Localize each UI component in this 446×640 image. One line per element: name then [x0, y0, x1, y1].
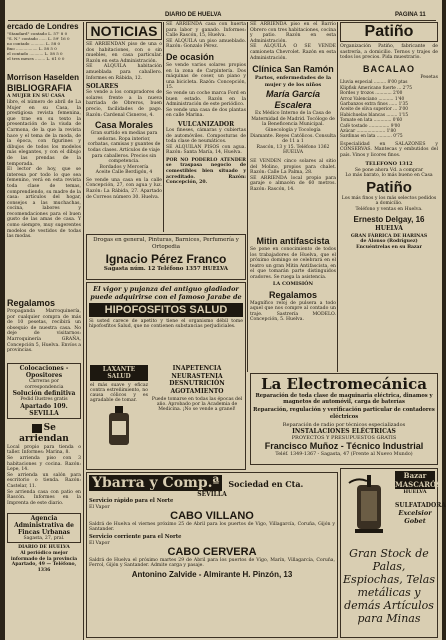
patino-text: Organización Patiño, fabricante de sastrería, a domicilio. Ternos y trajes de todos los precios. Pida muestrario. — [340, 44, 438, 61]
arriendan-text: Local propio para tienda o taller. Informes: Marina, 8. Se arrienda piso con 3 habitaciones y cocina. Razón: Lepe, 14. Se arrienda un salón para escritorio o tienda. Razón: Castelar, 11. Se arrienda casa con patio en Rascón. Informes en la Imprenta de este diario. — [7, 444, 81, 506]
telefono-1: TELEFONO 1312 — [365, 160, 413, 167]
bibliografia-title: BIBLIOGRAFIA — [7, 83, 72, 93]
regalamos-ad-text: Magnífico reloj de pulsera a todo aquel que nos compre al contado un traje. Sastrería MODELO. Concepción, 5. Huelva. — [250, 300, 336, 323]
inapetencia-title: INAPETENCIA NEURASTENIA DESNUTRICIÓN AGOTAMIENTO — [169, 365, 225, 395]
column-rule — [163, 22, 164, 232]
sulfatadora-title: SULFATADORA — [395, 502, 446, 509]
noticias-text: SE ARRIENDAN piso de una o dos habitaciones, con o sin muebles, en casa particular. Razón en esta Administración. SE ALQUILA habitación amueblada para caballero. Informes en Rábida, 12. — [86, 42, 162, 81]
mitin-text: Se pone en conocimiento de todos los trabajadores de Huelva, que el próximo domingo se celebrará en el teatro un gran Mitin Antifascista, en el que tomarán parte distinguidos oradores. Se ruega la asistencia. — [250, 247, 336, 280]
ocasion-heading: De ocasión — [166, 51, 215, 62]
excelsior-title: Excelsior Gobet — [398, 509, 432, 525]
comprar-text: Se pone ahora Vd. a comprar — [354, 167, 424, 173]
fabrica-text: GRAN FÁBRICA DE HARINAS de Alonso (Rodríguez) Encuéntrelas en su Bazar — [350, 233, 428, 250]
casa-morales-heading: Casa Morales — [94, 120, 154, 131]
column-rule — [337, 22, 338, 372]
header-center: DIARIO DE HUELVA — [165, 12, 222, 18]
mitin-heading: Mitin antifascista — [256, 236, 330, 246]
munoz-telephone: Teléf. 1349-1367 - Sagasta, 47 (Frente al Nuevo Mundo) — [275, 451, 413, 457]
vapor-label-1: El Vapor — [89, 505, 110, 510]
column-3 — [166, 22, 246, 230]
column-4 — [250, 22, 336, 254]
clinica-text: Ex Médico Interno de la Casa de Maternidad de Madrid. Tocólogo de la Beneficencia Municipal. Ginecología y Tocología Diamante. Reyes Católicos. Consulta de 11 a 1 Rascón, 13 y 15. Teléfono 1362 HUELVA — [250, 111, 336, 156]
partos-heading: Partos, enfermedades de la mujer y de los niños — [254, 75, 332, 89]
comision-signature: LA COMISIÓN — [272, 280, 314, 287]
bazar-city: HUELVA — [403, 489, 427, 495]
electromecanica-text-3: Reparación de radio por técnicos especializados — [282, 421, 406, 428]
vulcanizador-text: Los fineses, cámaras y cubiertas de automóviles. Composturas de toda clase de neumáticos. SE ALQUILAN PISOS con agua. Razón: Santa María, 14, Huelva. — [166, 127, 246, 156]
ybarra-ad — [86, 472, 338, 638]
ybarra-city: SEVILLA — [197, 491, 227, 498]
solares-text: Se vende a los compradores de solares frente a la nueva barriada de Obreros, buen precio, facilidades de pago. Razón: Cardenal Cisneros, 4. — [86, 90, 162, 118]
vulcanizador-heading: VULCANIZADOR — [177, 120, 235, 128]
cervera-text: Saldrá de Huelva el próximo martes 29 de Abril para los puertos de Vigo, Marín, Villagarcía, Coruña, Ferrol, Gijón y Santander. Admite carga y pasaje. — [89, 558, 335, 568]
bottle-icon — [104, 406, 134, 446]
opositores-box — [7, 363, 81, 419]
vigor-text: El vigor y pujanza del antiguo gladiador puede adquirirse con el famoso Jarabe de — [90, 285, 242, 301]
hipofosfitos-text: Si usted carece de apetito y tiene el organismo débil tome hipofosfitos Salud, que no contienen substancias perjudiciales. — [89, 319, 243, 329]
ybarra-title: Ybarra y Comp.ª — [89, 475, 222, 491]
hipofosfitos-title: HIPOFOSFITOS SALUD — [89, 303, 243, 317]
franco-name: Ignacio Pérez Franco — [105, 252, 227, 266]
inapetencia-text: Puede tomarse en todas las épocas del año. Aprobado por la Academia de Medicina. ¡No se vende a granel! — [151, 397, 243, 412]
scan-edge — [0, 0, 5, 640]
villano-text: Saldrá de Huelva el viernes próximo 25 de Abril para los puertos de Vigo, Villagarcía, Coruña, Gijón y Santander. — [89, 522, 335, 532]
ybarra-header — [89, 475, 335, 491]
biblio-heading: A MUJER EN SU CASA — [7, 94, 65, 99]
franco-address: Sagasta núm. 12 Teléfono 1357 HUELVA — [103, 266, 229, 272]
delgay-city: HUELVA — [375, 224, 403, 232]
opositores-address: Apartado 109. SEVILLA — [20, 402, 68, 417]
morrison-title: Morrison Haselden — [7, 73, 80, 82]
patino-title: Patiño — [340, 22, 438, 42]
solares-heading: SOLARES — [86, 83, 119, 91]
electromecanica-title: La Electromecánica — [261, 375, 427, 393]
cabo-cervera: CABO CERVERA — [167, 546, 257, 558]
ocasion-text: Se vende varios solares propios en la zona de Carpintería. Dos máquinas de coser, un piano y una bicicleta. Razón: Concepción, 15. Se vende un coche marca Ford en buen estado. Razón en la Administración de este periódico. Se vende una casa de dos plantas en calle Marina. — [166, 62, 246, 119]
patino-title-2: Patiño — [366, 178, 412, 196]
agencia-title: Agencia Administrativa de Fincas Urbanas — [14, 514, 74, 536]
servicio-corriente: Servicio corriente para el Norte — [89, 534, 182, 540]
electromecanica-ad — [250, 373, 438, 465]
market-title: ercado de Londres — [7, 22, 79, 31]
consignatario: Antonino Zalvide - Almirante H. Pinzón, 13 — [131, 570, 293, 579]
header-rule — [8, 20, 436, 21]
hand-icon — [32, 424, 42, 433]
traspaso-text: POR NO PODERLO ATENDER se traspasa negocio de comestibles bien situado y acreditado. Razón: Concepción, 20. — [166, 157, 246, 186]
price-list: Lluvia especial ......... 8'00 ptas Klipfisk Americano fuerte ... 2'75 Bordes y trozos ............ 2'00 Arroz Valenciano ........... 1'40 Garbanzos extra finos ...... 1'35 Aceite de oliva superior ... 3'00 Habichuelas blancas ........ 1'15 Tomate en lata ............. 0'60 Café tostado ............... 9'00 Azúcar ..................... 1'80 Sardinas en lata ........... 0'75 — [340, 80, 413, 140]
laxante-text: el más suave y eficaz contra estreñimiento, no causa cólicos y es agradable de tomar. — [90, 383, 148, 403]
laxante-title: LAXANTE SALUD — [90, 365, 148, 381]
col3-text: SE ARRIENDA casa con huerta para labor y ganado. Informes: Calle Rascón, 15, Huelva. SE ALQUILA un piso amueblado. Razón: Gonzalo Pérez. — [166, 22, 246, 50]
delgay-address: Ernesto Delgay, 16 — [353, 214, 425, 224]
agencia-address: Sagasta, 27, pral. — [23, 535, 65, 541]
doctor-name: María García Escalera — [265, 89, 321, 111]
noticias-title: NOTICIAS — [86, 22, 162, 40]
mascaros-header — [395, 471, 442, 496]
electromecanica-text-2: Reparación, regulación y verificación particular de contadores eléctricos — [253, 407, 435, 420]
opositores-title: Colocaciones - Opositores — [19, 365, 69, 379]
arriendan-block — [7, 423, 81, 445]
column-1 — [7, 22, 81, 637]
mitin-block — [250, 236, 336, 371]
arriendan-heading: Se arriendan — [19, 422, 69, 444]
column-rule — [247, 22, 248, 372]
regalamos-ad-heading: Regalamos — [268, 289, 318, 300]
franco-ad — [86, 234, 246, 280]
agencia-box — [7, 513, 81, 544]
hipofosfitos-ad — [86, 282, 246, 470]
mascaros-ad — [340, 468, 446, 638]
regalamos-text: Propaganda Marroquinería, por cualquier compra de más de 10 pesetas, recibirá un obsequio de nuestra casa. No deje de visitarnos: Marroquinería GRAÑA, Concepción 5, Huelva. Envíos a provincias. — [7, 309, 81, 354]
cabo-villano: CABO VILLANO — [170, 510, 254, 522]
inapetencia-block — [151, 365, 243, 467]
opositores-solution: Solución definitiva — [12, 390, 76, 398]
market-rates: "Standard" contado L. 57' 8 0 "S. N." contado ...... L. 59' 16 0 no contado ........... L. 58 0 fino ................. L. 58 5 0 el contado ........... L. 58 5 0 el tres meses ........ L. 61 0 0 — [7, 31, 70, 61]
servicio-rapido: Servicio rápido para el Norte — [89, 498, 174, 504]
prices-heading: Pesetas — [420, 74, 438, 80]
bacalao-heading: BACALAO — [363, 63, 415, 74]
bazar-title: Bazar MASCARÓS — [395, 471, 442, 489]
biblio-text: libre, el número de abril de La Mujer en su Casa, la prestigiosa revista femenina, que trae en su texto la presentación de la viuda de Carmona, de la que la revista hace y el tema de la moda, de la época, con figurines y dibujos de todos los modelos más elegantes, y con el dibujo de las prendas de la temporada. El lector de hoy, que se interesa por todo lo que sea femenino, verá en esta revista toda clase de temas, comprendiendo, su madre de la casa: artículos del hogar, consejos a las muchachas, cocina, labores y recomendaciones para el buen gusto de las amas de casa. Y como siempre, muy sugerentes modelos de vestidos de todas las modas. — [7, 100, 81, 240]
sprayer-icon — [343, 473, 395, 535]
laxante-block — [90, 365, 148, 467]
opositores-sub: Carreras por correspondencia — [24, 379, 64, 390]
electromecanica-proyectos: PROYECTOS Y PRESUPUESTOS GRATIS — [291, 434, 397, 441]
casa-venta-text: Se vende una casa en la calle Concepción, 27, con agua y luz. Razón: La Rábida, 27. Apartado de Correos número 30. Huelva. — [86, 177, 162, 200]
clinica-heading: Clínica San Ramón — [252, 64, 334, 75]
col4-text: SE ARRIENDA piso en el Barrio Obrero con tres habitaciones, cocina y patio. Razón en esta Administración. SE ALQUILA O SE VENDE camioneta Chevrolet. Razón en esta Administración. — [250, 22, 336, 61]
column-5 — [340, 22, 438, 372]
sulfatadora-block — [395, 502, 446, 525]
drogas-text: Drogas en general, Pinturas, Barnices, Perfumería y Ortopedia — [93, 237, 239, 250]
footer-diario: DIARIO DE HUELVA Al periódico mejor informado de la provincia Apartado, 49 — Teléfono, 1336 — [10, 545, 78, 573]
munoz-name: Francisco Muñoz - Técnico Industrial — [264, 440, 424, 451]
ybarra-society: Sociedad en Cta. — [228, 479, 304, 489]
column-2 — [86, 22, 162, 230]
stock-text: Gran Stock de Palas, Espiochas, Telas metálicas y demás Artículos para Minas — [343, 547, 436, 625]
patino-text-2: Los más finos y los más selectos pedidos a domicilio. Teléfono y ventas en Huelva. — [341, 195, 437, 212]
regalamos-heading: Regalamos — [7, 298, 56, 308]
venta-solares-text: SE VENDEN cinco solares al sitio del Molino, propios para chalet. Razón: Calle La Palma, 28. SE ARRIENDA local propio para garaje o almacén de 60 metros. Razón: Rascón, 14. — [250, 158, 336, 192]
electromecanica-text: Reparación de toda clase de maquinaria eléctrica, dinamos y magnetos de automóvil, carga de baterías — [255, 393, 433, 406]
column-rule — [83, 22, 84, 232]
barato-text: Lo más barato, lo más bueno en Casa — [345, 173, 433, 179]
header-page-number: PAGINA 11 — [395, 12, 426, 18]
bacalao-note: Especialidad en SALAZONES y CONSERVAS. Mantecas y embutidos del país. Vinos y licores finos. — [340, 141, 438, 159]
opositores-request: Pedid Ilustres gratis — [20, 397, 68, 403]
casa-morales-text: Gran surtido en medias para señoras. Ropa interior, corbatas, camisas y guantes de todas clases. Artículos de viaje para caballeros. Precios sin competencia. Bordados y Mercería Aceite Calle Berdigón, 4 — [87, 131, 161, 176]
column-rule — [83, 232, 84, 640]
vapor-label-2: El Vapor — [89, 541, 110, 546]
electromecanica-instalaciones: INSTALACIONES ELÉCTRICAS — [292, 427, 396, 435]
